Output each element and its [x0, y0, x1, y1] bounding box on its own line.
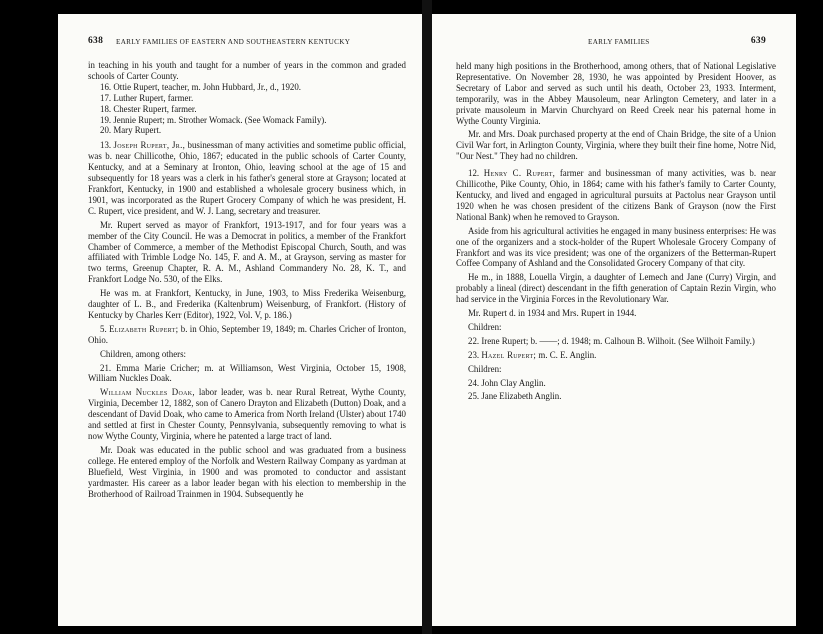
- list-item: 16. Ottie Rupert, teacher, m. John Hubbard, Jr., d., 1920.: [100, 81, 302, 92]
- left-page: [58, 14, 422, 626]
- paragraph: 25. Jane Elizabeth Anglin.: [468, 391, 562, 402]
- left-page-header: [84, 38, 396, 52]
- right-page: [432, 14, 796, 626]
- paragraph: Mr. Rupert served as mayor of Frankfort, 1913-1917, and for four years was a member of the City Council. He was a Democrat in politics, a member of the Frankfort Chamber of Commerce, a member of the Methodist Episcopal Church, South, and was affiliated with Trimble Lodge No. 145, F. and A. M., at Grayson, serving as master for two terms, Greenup Chapter, R. A. M., Ashland Commandery No. 28, K. T., and Frankfort Lodge No. 530, of the Elks.: [88, 219, 406, 285]
- entry-23: [456, 350, 776, 361]
- entry-name: Henry C. Rupert,: [483, 168, 556, 179]
- right-page-body: [456, 61, 776, 405]
- entry-name: Joseph Rupert, Jr.,: [113, 140, 186, 151]
- list-item: 18. Chester Rupert, farmer.: [100, 103, 197, 114]
- entry-12: [456, 168, 776, 223]
- paragraph: He m., in 1888, Louella Virgin, a daughter of Lemech and Jane (Curry) Virgin, and probably a lineal (direct) descendant in the fifth generation of Captain Rezin Virgin, who had service in the Virginia Forces in the Revolutionary War.: [456, 272, 776, 305]
- entry-number: 23.: [468, 349, 480, 360]
- running-head: EARLY FAMILIES OF EASTERN AND SOUTHEASTERN KENTUCKY: [116, 38, 351, 46]
- entry-5: [88, 324, 406, 346]
- paragraph: 21. Emma Marie Cricher; m. at Williamson, West Virginia, October 15, 1908, William Nuckles Doak.: [88, 362, 406, 384]
- entry-text: m. C. E. Anglin.: [538, 349, 597, 360]
- paragraph: Children:: [468, 321, 502, 332]
- paragraph: 22. Irene Rupert; b. ——; d. 1948; m. Calhoun B. Wilhoit. (See Wilhoit Family.): [468, 335, 755, 346]
- entry-number: 13.: [100, 140, 112, 151]
- entry-13: [88, 140, 406, 216]
- paragraph: in teaching in his youth and taught for a number of years in the common and graded schools of Carter County.: [88, 60, 406, 81]
- paragraph: Children:: [468, 363, 502, 374]
- list-item: 17. Luther Rupert, farmer.: [100, 92, 194, 103]
- book-gutter: [422, 0, 432, 634]
- left-page-body: [88, 60, 406, 502]
- paragraph: 24. John Clay Anglin.: [468, 377, 546, 388]
- right-page-header: [458, 38, 770, 52]
- entry-number: 5.: [100, 323, 107, 334]
- paragraph: Mr. and Mrs. Doak purchased property at the end of Chain Bridge, the site of a Union Civil War fort, in Arlington County, Virginia, where they built their fine home, Notre Nid, "Our Nest." They had no children.: [456, 129, 776, 162]
- entry-text: b. in Ohio, September 19, 1849; m. Charles Cricher of Ironton, Ohio.: [88, 323, 407, 345]
- page-number: 638: [88, 36, 104, 46]
- list-item: 19. Jennie Rupert; m. Strother Womack. (See Womack Family).: [100, 114, 327, 125]
- entry-name: William Nuckles Doak,: [100, 387, 195, 398]
- entry-text: farmer and businessman of many activities, was b. near Chillicothe, Pike County, Ohio, in 1864; came with his father's family to Carter County, Kentucky, and lived and engaged in agricultural pursuits at Pactolus near Grayson until 1920 when he was chosen president of the citizens Bank of Grayson (now the First National Bank) when he removed to Grayson.: [456, 168, 776, 222]
- running-head: EARLY FAMILIES: [588, 38, 650, 46]
- entry-number: 12.: [468, 168, 480, 179]
- paragraph: held many high positions in the Brotherhood, among others, that of National Legislative Representative. On November 28, 1930, he was appointed by President Hoover, as Secretary of Labor and served as such until his death, October 23, 1933. Interment, temporarily, was in the Abbey Mausoleum, near Arlington Cemetery, and later in a private mausoleum in Marvin Churchyard on Reed Creek near his paternal home in Wythe County Virginia.: [456, 61, 776, 126]
- entry-doak: [88, 387, 406, 442]
- list-item: 20. Mary Rupert.: [100, 125, 162, 136]
- entry-text: businessman of many activities and sometime public official, was b. near Chillicothe, Ohio, 1867; educated in the public schools of Carter County, Kentucky, and at a Seminary at Ironton, Ohio, leaving school at the age of 15 and subsequently for 18 years was a clerk in his father's general store at Grayson; located at Frankfort, Kentucky, in 1900 and established a wholesale grocery business which, in 1901, was incorporated as the Rupert Grocery Company of which he was president, H. C. Rupert, vice president, and W. J. Lang, secretary and treasurer.: [88, 140, 406, 216]
- paragraph: Aside from his agricultural activities he engaged in many business enterprises: He was one of the organizers and a stock-holder of the Rupert Wholesale Grocery Company of Frankfort and was its vice president; was one of the organizers of the Betterman-Rupert Coffee Company of Ashland and the Consolidated Grocery Company of that city.: [456, 225, 776, 269]
- entry-text: labor leader, was b. near Rural Retreat, Wythe County, Virginia, December 12, 1882, son of Canero Drayton and Elizabeth (Dutton) Doak, and a descendant of David Doak, who came to America from North Ireland (Ulster) about 1740 and settled at first in Chester County, Pennsylvania, subsequently removing to what is now Wythe County, Virginia, where he patented a large tract of land.: [88, 387, 406, 441]
- page-number: 639: [750, 36, 766, 46]
- paragraph: Mr. Doak was educated in the public school and was graduated from a business college. He entered employ of the Norfolk and Western Railway Company as yardman at Bluefield, West Virginia, in 1900 and was promoted to conductor and assistant yardmaster. His career as a labor leader began with his election to membership in the Brotherhood of Railroad Trainmen in 1904. Subsequently he: [88, 444, 406, 499]
- paragraph: Mr. Rupert d. in 1934 and Mrs. Rupert in 1944.: [468, 308, 637, 319]
- entry-name: Hazel Rupert;: [481, 349, 537, 360]
- entry-name: Elizabeth Rupert;: [109, 323, 179, 334]
- paragraph: He was m. at Frankfort, Kentucky, in June, 1903, to Miss Frederika Weisenburg, daughter of L. B., and Frederika (Kaltenbrum) Weisenburg, of Frankfort. (History of Kentucky by Charles Kerr (Editor), 1922, Vol. V, p. 186.): [88, 288, 406, 320]
- paragraph: Children, among others:: [100, 348, 187, 359]
